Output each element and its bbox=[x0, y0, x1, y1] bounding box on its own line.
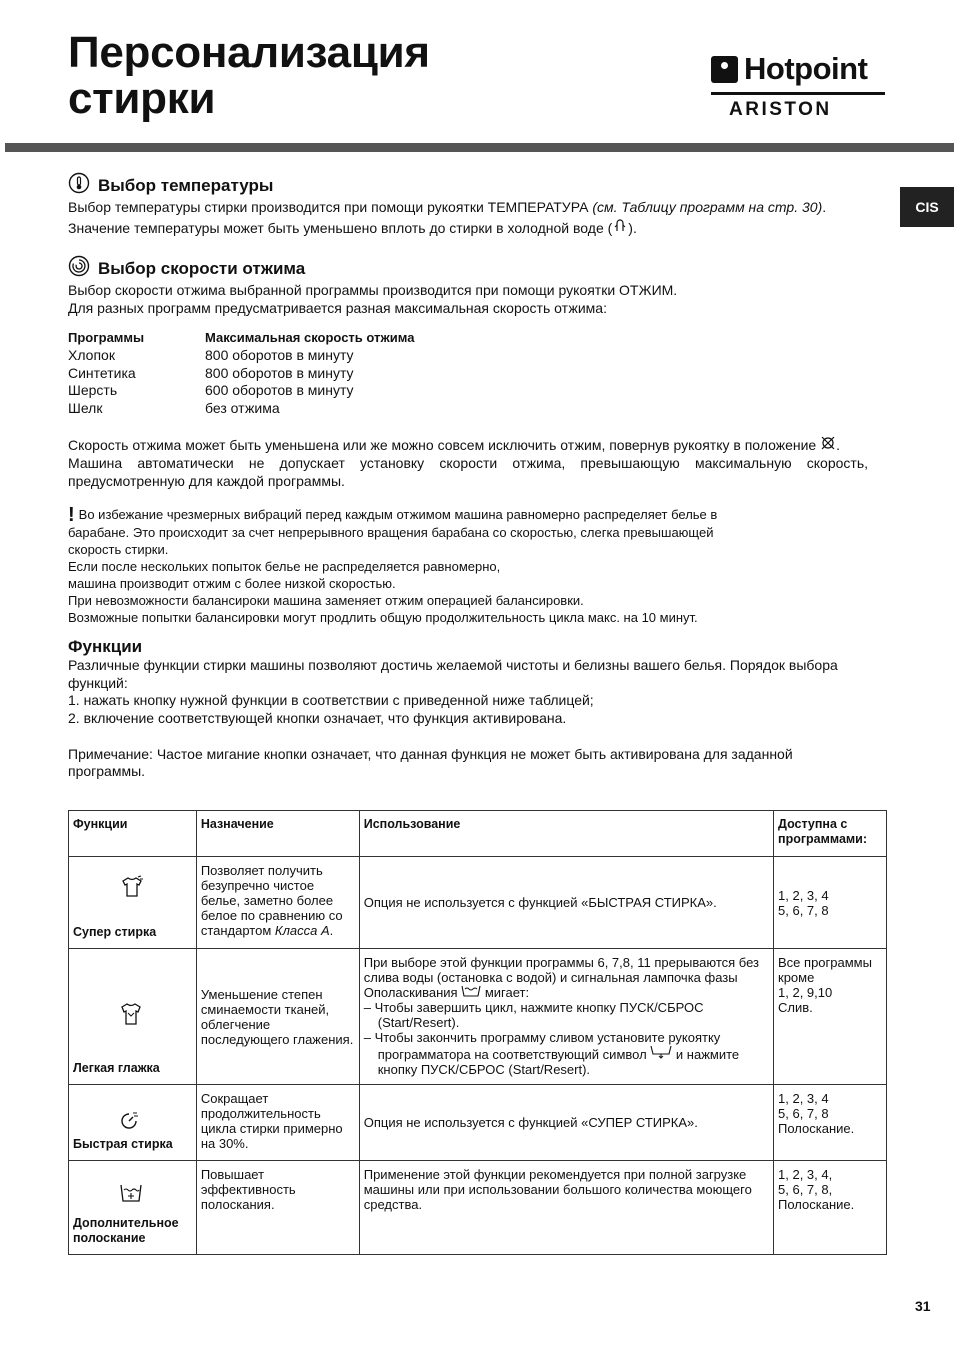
thermometer-icon bbox=[68, 172, 90, 199]
spin-row-speed: без отжима bbox=[205, 399, 280, 416]
function-cell bbox=[69, 1085, 197, 1161]
temperature-text-2: Значение температуры может быть уменьшено вплоть до стирки в холодной воде ( ). bbox=[68, 219, 637, 236]
warning-icon: ! bbox=[68, 504, 75, 527]
spin-heading-text: Выбор скорости отжима bbox=[98, 258, 306, 278]
usage-list bbox=[364, 1000, 769, 1077]
extra-rinse-icon bbox=[119, 1183, 143, 1206]
usage-item: – Чтобы завершить цикл, нажмите кнопку ПУСК/СБРОС (Start/Resert). bbox=[363, 1000, 704, 1030]
function-cell bbox=[69, 857, 197, 949]
col-header-usage: Использование bbox=[359, 811, 773, 857]
temperature-heading bbox=[68, 172, 868, 199]
easy-iron-icon bbox=[119, 1001, 143, 1030]
available-cell: Все программы кроме 1, 2, 9,10 Слив. bbox=[774, 949, 887, 1085]
spin-section bbox=[68, 255, 868, 490]
usage-cell: Применение этой функции рекомендуется при полной загрузке машины или при использовании большого количества моющего средства. bbox=[359, 1161, 773, 1255]
page-title bbox=[68, 30, 430, 122]
table-row bbox=[69, 949, 887, 1085]
spin-row-program: Шерсть bbox=[68, 382, 118, 399]
warning-block: ! Во избежание чрезмерных вибраций перед каждым отжимом машина равномерно распределяет белье в барабане. Это происходит за счет непрерывного вращения барабана со скоростью, слегка превышающей скорость стирки. Если после нескольких попыток белье не распределяется равномерно, машина производит отжим с более низкой скоростью. При невозможности балансироки машина заменяет отжим операцией балансировки. Возможные попытки балансировки могут продлить общую продолжительность цикла макс. на 10 минут. bbox=[68, 504, 718, 626]
logo-mark-icon bbox=[711, 56, 738, 83]
language-badge: CIS bbox=[900, 187, 954, 227]
table-row bbox=[69, 1085, 887, 1161]
functions-note: Примечание: Частое мигание кнопки означает, что данная функция не может быть активирована для заданной программы. bbox=[68, 745, 793, 780]
functions-heading: Функции bbox=[68, 637, 143, 657]
spin-row-speed: 600 оборотов в минуту bbox=[205, 382, 354, 399]
function-name: Супер стирка bbox=[73, 925, 157, 939]
cold-water-icon bbox=[612, 220, 628, 236]
available-cell: 1, 2, 3, 4, 5, 6, 7, 8, Полоскание. bbox=[774, 1161, 887, 1255]
purpose-cell: Уменьшение степен сминаемости тканей, облегчение последующего глажения. bbox=[196, 949, 359, 1085]
table-header-row bbox=[69, 811, 887, 857]
functions-intro: Различные функции стирки машины позволяют достичь желаемой чистоты и белизны вашего белья. Порядок выбора функций: bbox=[68, 657, 838, 691]
logo-brand: Hotpoint bbox=[744, 51, 868, 86]
spin-heading bbox=[68, 255, 868, 282]
spin-row-program: Шелк bbox=[68, 399, 103, 416]
super-wash-icon bbox=[119, 875, 145, 902]
spin-icon bbox=[68, 255, 90, 282]
col-header-available: Доступна с программами: bbox=[774, 811, 887, 857]
col-header-functions: Функции bbox=[69, 811, 197, 857]
functions-table bbox=[68, 810, 887, 1255]
purpose-cell: Позволяет получить безупречно чистое белье, заметно более белое по сравнению со стандартом Класса А. bbox=[196, 857, 359, 949]
title-line-1: Персонализация bbox=[68, 28, 430, 77]
functions-step-1: 1. нажать кнопку нужной функции в соответствии с приведенной ниже таблицей; bbox=[68, 692, 594, 709]
logo-divider bbox=[711, 92, 885, 95]
quick-wash-icon bbox=[119, 1111, 139, 1134]
purpose-cell: Повышает эффективность полоскания. bbox=[196, 1161, 359, 1255]
no-spin-icon bbox=[820, 437, 836, 453]
spin-speed-table bbox=[68, 329, 868, 417]
functions-step-2: 2. включение соответствующей кнопки означает, что функция активирована. bbox=[68, 709, 567, 726]
temperature-section bbox=[68, 172, 868, 237]
hotpoint-ariston-logo bbox=[711, 52, 887, 121]
logo-sub: ARISTON bbox=[729, 99, 832, 120]
header-divider bbox=[5, 143, 954, 152]
purpose-cell: Сокращает продолжительность цикла стирки примерно на 30%. bbox=[196, 1085, 359, 1161]
spin-text-1: Выбор скорости отжима выбранной программы производится при помощи рукоятки ОТЖИМ. bbox=[68, 282, 678, 299]
spin-row-speed: 800 оборотов в минуту bbox=[205, 346, 354, 363]
temperature-heading-text: Выбор температуры bbox=[98, 175, 274, 195]
spin-text-4: Машина автоматически не допускает установку скорости отжима, превышающую максимальную скорость, предусмотренную для каждой программы. bbox=[68, 454, 868, 489]
functions-section bbox=[68, 637, 868, 781]
available-cell: 1, 2, 3, 4 5, 6, 7, 8 bbox=[774, 857, 887, 949]
page-number: 31 bbox=[915, 1298, 931, 1314]
table-row bbox=[69, 857, 887, 949]
spin-row-speed: 800 оборотов в минуту bbox=[205, 364, 354, 381]
usage-item: – Чтобы закончить программу сливом установите рукоятку программатора на соответствующий символ и нажмите кнопку ПУСК/СБРОС (Start/Resert). bbox=[363, 1030, 740, 1077]
title-line-2: стирки bbox=[68, 74, 216, 123]
usage-cell: Опция не используется с функцией «СУПЕР СТИРКА». bbox=[359, 1085, 773, 1161]
function-name: Дополнительное полоскание bbox=[73, 1216, 179, 1245]
main-content bbox=[68, 172, 868, 781]
spin-text-2: Для разных программ предусматривается разная максимальная скорость отжима: bbox=[68, 299, 607, 316]
rinse-icon bbox=[461, 985, 481, 1000]
col-header-purpose: Назначение bbox=[196, 811, 359, 857]
temperature-text-1: Выбор температуры стирки производится при помощи рукоятки ТЕМПЕРАТУРА (см. Таблицу программ на стр. 30). bbox=[68, 199, 827, 215]
spin-row-program: Синтетика bbox=[68, 364, 136, 381]
function-name: Быстрая стирка bbox=[73, 1137, 173, 1151]
drain-icon bbox=[650, 1047, 672, 1062]
table-reference: (см. Таблицу программ на стр. 30) bbox=[592, 199, 823, 215]
usage-cell: Опция не используется с функцией «БЫСТРАЯ СТИРКА». bbox=[359, 857, 773, 949]
spin-text-3: Скорость отжима может быть уменьшена или же можно совсем исключить отжим, повернув рукоятку в положение . bbox=[68, 437, 840, 454]
function-cell bbox=[69, 1161, 197, 1255]
usage-cell bbox=[359, 949, 773, 1085]
function-name: Легкая глажка bbox=[73, 1061, 160, 1075]
table-row bbox=[69, 1161, 887, 1255]
function-cell bbox=[69, 949, 197, 1085]
spin-col-programs: Программы bbox=[68, 330, 145, 346]
spin-row-program: Хлопок bbox=[68, 346, 115, 363]
usage-intro: При выборе этой функции программы 6, 7,8, 11 прерываются без слива воды (остановка с водой) и сигнальная лампочка фазы Ополаскивания мигает: bbox=[363, 955, 760, 1000]
available-cell: 1, 2, 3, 4 5, 6, 7, 8 Полоскание. bbox=[774, 1085, 887, 1161]
spin-col-speed: Максимальная скорость отжима bbox=[205, 330, 415, 346]
